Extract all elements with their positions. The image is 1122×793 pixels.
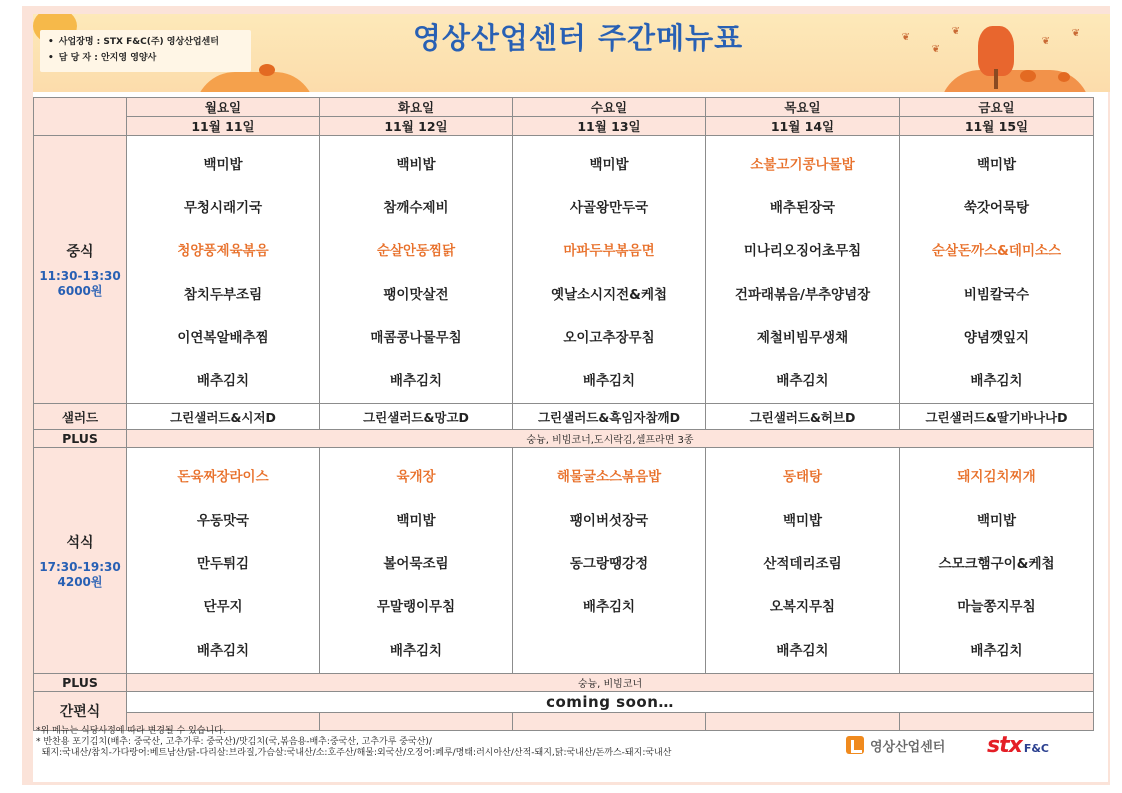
dinner-menu-item: 배추김치 <box>970 642 1023 659</box>
pumpkin-icon <box>1020 70 1036 82</box>
leaf-icon: ❦ <box>951 26 960 37</box>
day-date: 11월 13일 <box>513 117 706 136</box>
lunch-menu-item: 백미밥 <box>589 157 629 173</box>
dinner-menu-item: 오복지무침 <box>769 599 836 616</box>
lunch-menu-item: 쑥갓어묵탕 <box>963 200 1030 217</box>
center-logo-text: 영상산업센터 <box>870 739 946 755</box>
dinner-menu-item: 배추김치 <box>582 599 636 616</box>
salad-item: 그린샐러드&시저D <box>127 404 320 430</box>
salad-item: 그린샐러드&딸기바나나D <box>900 404 1094 430</box>
dinner-menu-item: 백미밥 <box>976 512 1017 529</box>
lunch-menu-item: 백미밥 <box>976 157 1017 173</box>
day-date: 11월 14일 <box>706 117 900 136</box>
dinner-menu-cell <box>900 448 1094 674</box>
lunch-menu-item: 오이고추장무침 <box>563 329 655 346</box>
salad-label: 샐러드 <box>34 404 127 430</box>
lunch-menu-item: 백비밥 <box>396 157 436 173</box>
lunch-menu-item: 제철비빔무생채 <box>756 329 849 346</box>
lunch-time: 11:30-13:30 <box>39 268 121 283</box>
day-date: 11월 11일 <box>127 117 320 136</box>
day-name: 금요일 <box>900 98 1094 117</box>
dinner-menu-item: 육개장 <box>396 469 436 486</box>
dinner-menu-item: 스모크햄구이&케첩 <box>938 555 1055 572</box>
fnc-logo-text: F&C <box>1023 742 1049 755</box>
lunch-price: 6000원 <box>57 283 103 298</box>
dinner-menu-cell <box>320 448 513 674</box>
salad-item: 그린샐러드&흑임자참깨D <box>513 404 706 430</box>
snack-label: 간편식 <box>34 692 127 731</box>
snack-text: coming soon… <box>127 692 1094 713</box>
plus-label: PLUS <box>34 430 127 448</box>
lunch-menu-item: 배추김치 <box>776 372 829 389</box>
lunch-menu-cell <box>127 136 320 404</box>
lunch-menu-item: 미나리오징어초무침 <box>743 243 862 260</box>
lunch-menu-item: 양념깻잎지 <box>963 329 1030 346</box>
dinner-menu-item: 무말랭이무침 <box>376 599 456 616</box>
dinner-menu-item <box>513 630 705 673</box>
menu-table <box>33 97 1094 731</box>
dinner-menu-cell <box>513 448 706 674</box>
dinner-menu-item: 배추김치 <box>776 642 829 659</box>
dinner-menu-item: 우동맛국 <box>196 512 250 529</box>
lunch-menu-item: 마파두부볶음면 <box>563 243 655 260</box>
leaf-icon: ❦ <box>901 32 910 43</box>
tree-trunk-decoration <box>994 69 998 89</box>
dinner-menu-item: 만두튀김 <box>196 555 250 572</box>
plus-label: PLUS <box>34 674 127 692</box>
lunch-menu-item: 청양풍제육볶음 <box>177 243 269 260</box>
stx-logo <box>987 733 1049 757</box>
footer-note: *위 메뉴는 식당사정에 따라 변경될 수 있습니다. <box>36 726 226 736</box>
lunch-menu-item: 배추김치 <box>582 372 636 389</box>
lunch-menu-item: 배추김치 <box>389 372 443 389</box>
lunch-menu-cell <box>706 136 900 404</box>
lunch-menu-item: 매콤콩나물무침 <box>370 329 462 346</box>
snack-empty-cell <box>900 713 1094 731</box>
lunch-menu-item: 배추김치 <box>970 372 1023 389</box>
salad-item: 그린샐러드&망고D <box>320 404 513 430</box>
dinner-menu-item: 해물굴소스볶음밥 <box>556 469 662 486</box>
dinner-menu-item: 배추김치 <box>196 642 250 659</box>
lunch-menu-item: 참깨수제비 <box>383 200 449 217</box>
dinner-menu-item: 산적데리조림 <box>763 555 842 572</box>
center-logo <box>846 733 945 757</box>
day-name: 화요일 <box>320 98 513 117</box>
center-logo-icon <box>846 736 864 754</box>
info-manager: • 담 당 자 : 안지영 영양사 <box>48 50 243 66</box>
footer-note: * 반찬용 포기김치(배추: 중국산, 고추가루: 중국산)/맛김치(국,볶음용-배추:중국산, 고추가루 중국산)/ <box>36 737 432 747</box>
plus-dinner-text: 숭늉, 비빔코너 <box>127 674 1094 692</box>
dinner-menu-item: 볼어묵조림 <box>383 555 449 572</box>
lunch-menu-item: 이연복알배추찜 <box>177 329 269 346</box>
dinner-label: 석식 <box>66 534 94 551</box>
lunch-menu-item: 건파래볶음/부추양념장 <box>734 286 871 303</box>
footer-note: 돼지:국내산/참치-가다랑어:베트남산/닭-다리살:브라질,가슴살:국내산/소:호주산/해물:외국산/오징어:페루/명태:러시아산/산적-돼지,닭:국내산/돈까스-돼지:국내산 <box>36 748 672 758</box>
dinner-menu-item: 동그랑땡강정 <box>569 555 649 572</box>
lunch-menu-item: 팽이맛살전 <box>383 286 449 303</box>
day-date: 11월 15일 <box>900 117 1094 136</box>
day-name: 수요일 <box>513 98 706 117</box>
lunch-label-cell <box>34 136 127 404</box>
lunch-menu-item: 참치두부조림 <box>183 286 263 303</box>
leaf-icon: ❦ <box>1041 36 1050 47</box>
dinner-menu-item: 배추김치 <box>389 642 443 659</box>
lunch-menu-item: 무청시래기국 <box>183 200 263 217</box>
lunch-menu-item: 사골왕만두국 <box>569 200 649 217</box>
pumpkin-icon <box>1058 72 1070 82</box>
dinner-label-cell <box>34 448 127 674</box>
dinner-menu-item: 동태탕 <box>782 469 823 486</box>
day-name: 월요일 <box>127 98 320 117</box>
lunch-menu-item: 순살안동찜닭 <box>376 243 456 260</box>
dinner-menu-item: 마늘쫑지무침 <box>957 599 1036 616</box>
dinner-menu-item: 돈육짜장라이스 <box>177 469 269 486</box>
lunch-menu-item: 옛날소시지전&케첩 <box>550 286 668 303</box>
info-workplace: • 사업장명 : STX F&C(주) 영상산업센터 <box>48 34 243 50</box>
lunch-menu-cell <box>320 136 513 404</box>
pumpkin-icon <box>259 64 275 76</box>
dinner-menu-item: 돼지김치찌개 <box>957 469 1036 486</box>
dinner-menu-item: 단무지 <box>203 599 243 616</box>
dinner-menu-cell <box>127 448 320 674</box>
lunch-menu-cell <box>513 136 706 404</box>
lunch-label: 중식 <box>66 243 94 260</box>
leaf-icon: ❦ <box>1071 28 1080 39</box>
plus-lunch-text: 숭늉, 비빔코너,도시락김,셀프라면 3종 <box>127 430 1094 448</box>
hill-decoration <box>195 72 315 92</box>
dinner-menu-item: 백미밥 <box>782 512 823 529</box>
dinner-price: 4200원 <box>57 574 103 589</box>
lunch-menu-item: 배추된장국 <box>769 200 836 217</box>
day-name: 목요일 <box>706 98 900 117</box>
lunch-menu-item: 비빔칼국수 <box>963 286 1030 303</box>
lunch-menu-item: 백미밥 <box>203 157 243 173</box>
page-title: 영상산업센터 주간메뉴표 <box>412 21 744 55</box>
corner-cell <box>34 98 127 136</box>
lunch-menu-item: 순살돈까스&데미소스 <box>931 243 1062 260</box>
dinner-time: 17:30-19:30 <box>39 559 121 574</box>
info-box <box>40 30 251 72</box>
dinner-menu-item: 팽이버섯장국 <box>569 512 649 529</box>
day-date: 11월 12일 <box>320 117 513 136</box>
stx-logo-text: stx <box>987 733 1022 758</box>
salad-item: 그린샐러드&허브D <box>706 404 900 430</box>
footer-notes <box>36 726 796 759</box>
lunch-menu-item: 소불고기콩나물밥 <box>750 157 855 173</box>
dinner-menu-item: 백미밥 <box>396 512 436 529</box>
dinner-menu-cell <box>706 448 900 674</box>
leaf-icon: ❦ <box>931 44 940 55</box>
lunch-menu-item: 배추김치 <box>196 372 250 389</box>
lunch-menu-cell <box>900 136 1094 404</box>
